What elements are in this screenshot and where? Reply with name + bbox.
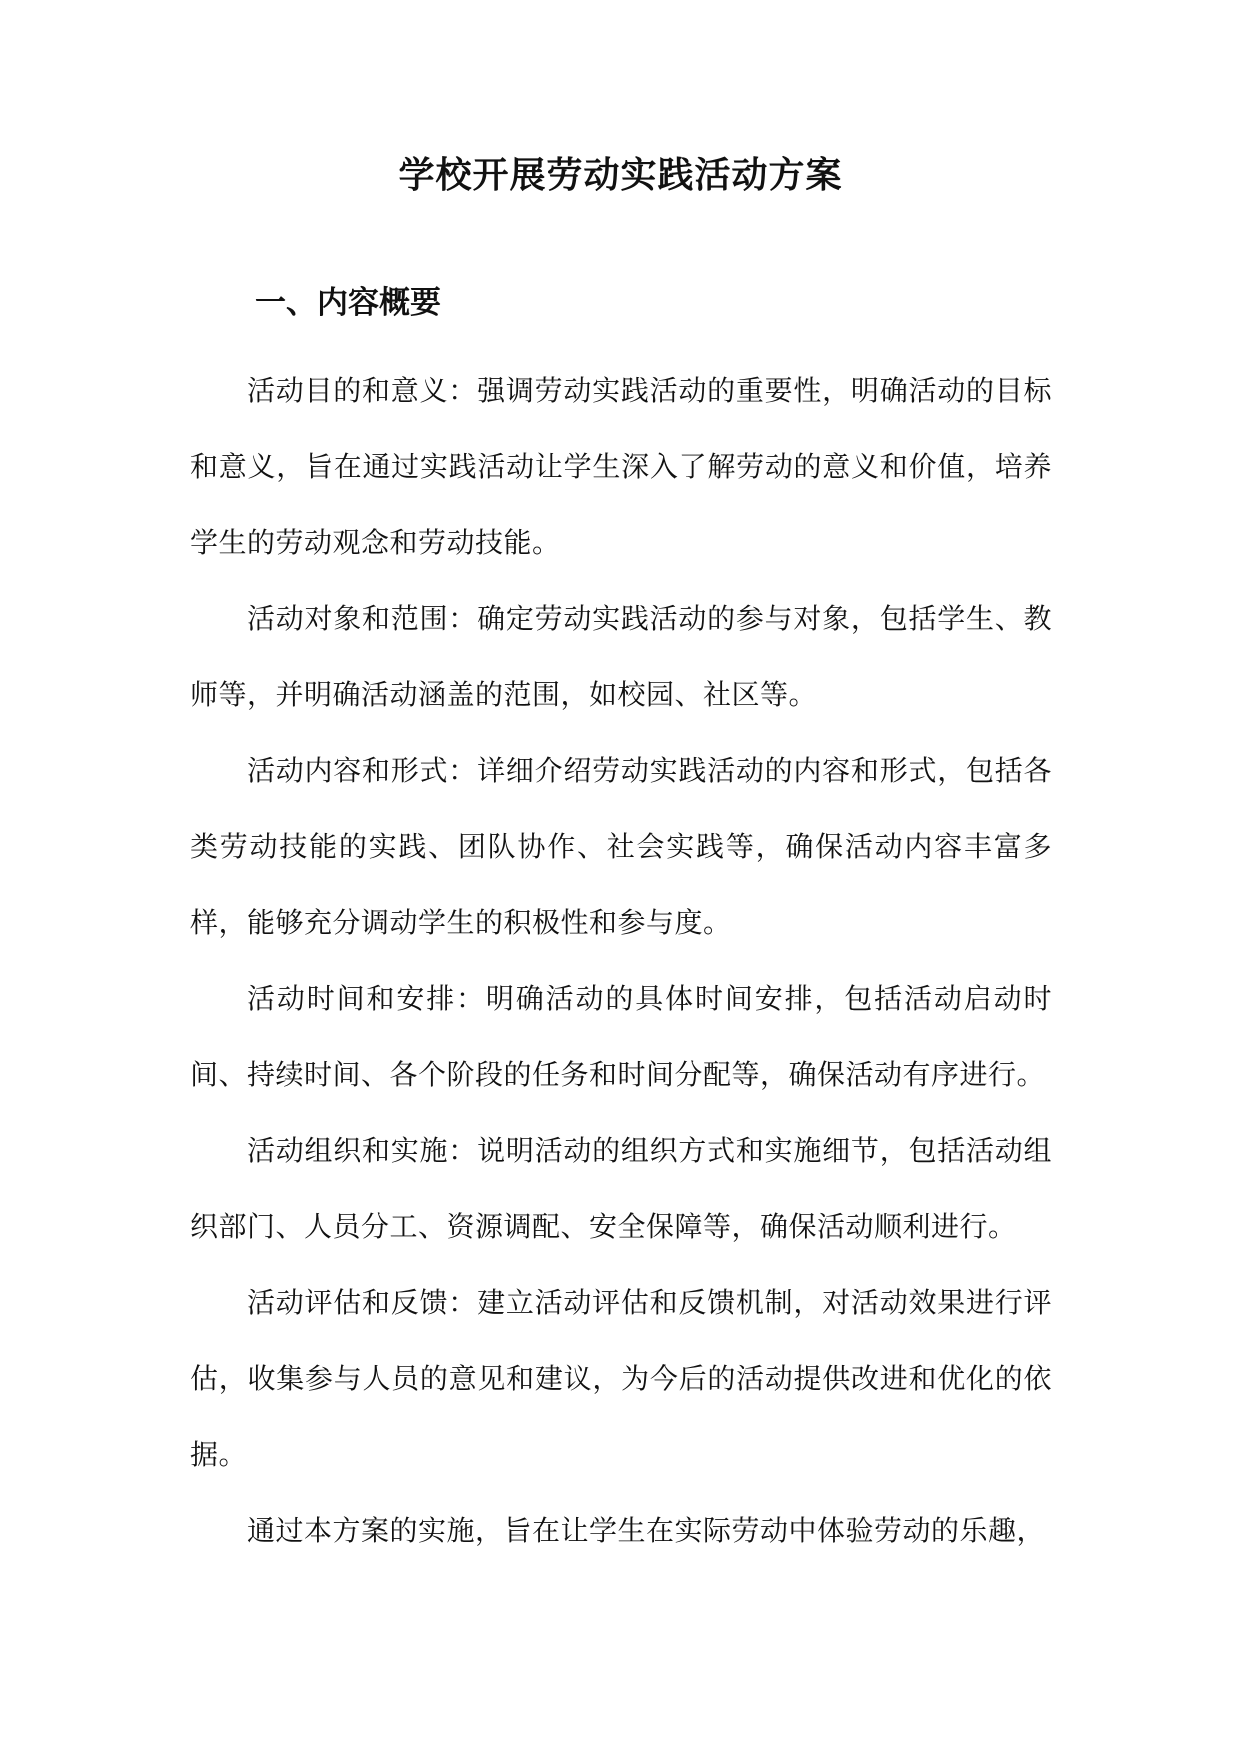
body-text <box>190 353 1052 1569</box>
paragraph-conclusion: 通过本方案的实施，旨在让学生在实际劳动中体验劳动的乐趣， <box>247 1514 1046 1547</box>
paragraph-scope: 活动对象和范围：确定劳动实践活动的参与对象，包括学生、教师等，并明确活动涵盖的范围，如校园、社区等。 <box>190 602 1052 711</box>
document-title: 学校开展劳动实践活动方案 <box>398 154 843 196</box>
paragraph-evaluation: 活动评估和反馈：建立活动评估和反馈机制，对活动效果进行评估，收集参与人员的意见和建议，为今后的活动提供改进和优化的依据。 <box>190 1286 1052 1471</box>
paragraph-organization: 活动组织和实施：说明活动的组织方式和实施细节，包括活动组织部门、人员分工、资源调配、安全保障等，确保活动顺利进行。 <box>190 1134 1052 1243</box>
paragraph-content-form: 活动内容和形式：详细介绍劳动实践活动的内容和形式，包括各类劳动技能的实践、团队协作、社会实践等，确保活动内容丰富多样，能够充分调动学生的积极性和参与度。 <box>190 754 1052 939</box>
paragraph-purpose: 活动目的和意义：强调劳动实践活动的重要性，明确活动的目标和意义，旨在通过实践活动让学生深入了解劳动的意义和价值，培养学生的劳动观念和劳动技能。 <box>190 374 1052 559</box>
section-heading: 一、内容概要 <box>255 285 441 321</box>
paragraph-schedule: 活动时间和安排：明确活动的具体时间安排，包括活动启动时间、持续时间、各个阶段的任务和时间分配等，确保活动有序进行。 <box>190 982 1052 1091</box>
